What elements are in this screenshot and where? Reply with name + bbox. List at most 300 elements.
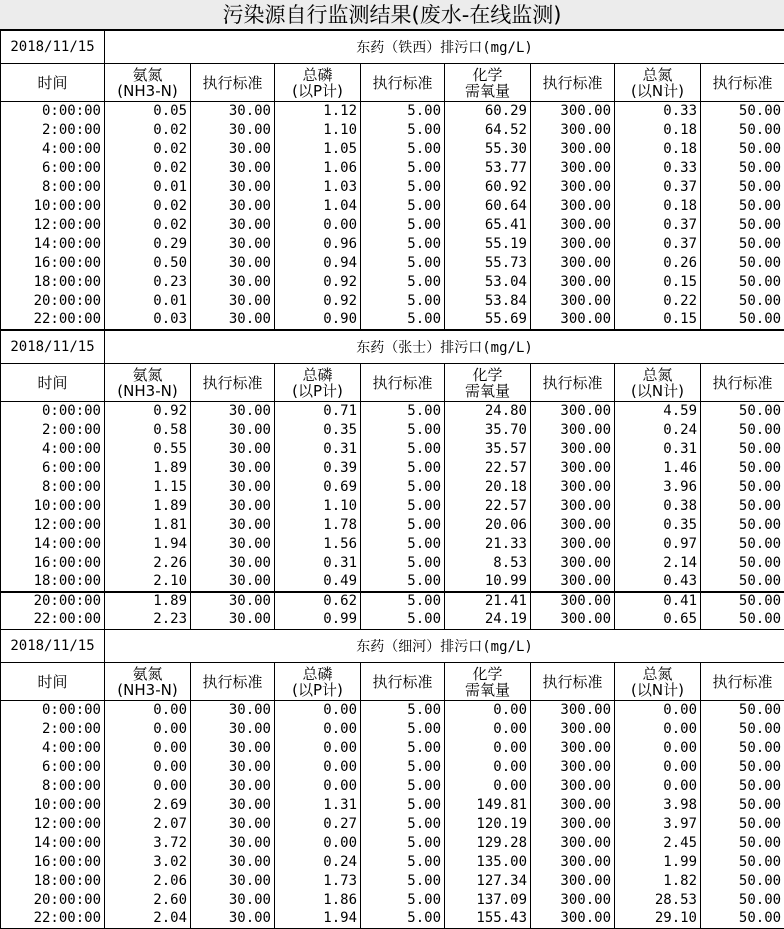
cell-tn: 0.18: [615, 197, 701, 216]
header-time: [1, 663, 105, 701]
cell-nh3: 2.10: [105, 573, 191, 592]
header-tn: [615, 64, 701, 102]
outlet-table-xihe: [0, 629, 784, 929]
table-row: [1, 758, 784, 777]
cell-time: 2:00:00: [1, 121, 105, 140]
cell-tp: 0.00: [275, 834, 361, 853]
header-tp: [275, 64, 361, 102]
cell-nh3-standard: 30.00: [191, 292, 275, 311]
header-standard: [361, 64, 445, 102]
cell-nh3: 0.92: [105, 402, 191, 421]
header-time-line1: 时间: [4, 674, 101, 690]
cell-cod: 65.41: [445, 216, 531, 235]
cell-nh3: 0.02: [105, 159, 191, 178]
cell-tn-standard: 50.00: [701, 535, 784, 554]
cell-cod-standard: 300.00: [531, 121, 615, 140]
cell-nh3-standard: 30.00: [191, 216, 275, 235]
column-header-row: [1, 64, 784, 102]
cell-time: 0:00:00: [1, 402, 105, 421]
cell-tn-standard: 50.00: [701, 834, 784, 853]
cell-tn: 0.37: [615, 216, 701, 235]
cell-tp: 1.12: [275, 102, 361, 121]
cell-tn: 0.33: [615, 102, 701, 121]
cell-cod: 22.57: [445, 497, 531, 516]
cell-cod: 0.00: [445, 777, 531, 796]
cell-tn: 29.10: [615, 910, 701, 929]
header-standard: [191, 64, 275, 102]
cell-tp-standard: 5.00: [361, 197, 445, 216]
cell-nh3: 0.00: [105, 701, 191, 720]
cell-time: 18:00:00: [1, 273, 105, 292]
cell-cod: 60.92: [445, 178, 531, 197]
cell-tn-standard: 50.00: [701, 102, 784, 121]
cell-nh3: 2.26: [105, 554, 191, 573]
header-standard: [701, 364, 784, 402]
cell-tn-standard: 50.00: [701, 254, 784, 273]
cell-tn-standard: 50.00: [701, 815, 784, 834]
cell-cod-standard: 300.00: [531, 440, 615, 459]
cell-tn-standard: 50.00: [701, 197, 784, 216]
header-cod: [445, 663, 531, 701]
cell-time: 4:00:00: [1, 739, 105, 758]
header-time-line1: 时间: [4, 75, 101, 91]
cell-nh3: 0.01: [105, 292, 191, 311]
header-standard-line1: 执行标准: [364, 375, 441, 391]
cell-cod-standard: 300.00: [531, 554, 615, 573]
cell-cod-standard: 300.00: [531, 758, 615, 777]
cell-tn: 0.24: [615, 421, 701, 440]
cell-nh3: 3.72: [105, 834, 191, 853]
table-row: [1, 592, 784, 611]
cell-cod-standard: 300.00: [531, 311, 615, 330]
cell-time: 16:00:00: [1, 254, 105, 273]
cell-tn-standard: 50.00: [701, 872, 784, 891]
cell-tn: 0.43: [615, 573, 701, 592]
cell-nh3-standard: 30.00: [191, 235, 275, 254]
cell-cod: 0.00: [445, 758, 531, 777]
cell-nh3-standard: 30.00: [191, 701, 275, 720]
header-nh3-line2: (NH3-N): [108, 383, 187, 399]
cell-tn: 3.97: [615, 815, 701, 834]
cell-tn: 0.33: [615, 159, 701, 178]
outlet-table-tiexi: [0, 30, 784, 330]
cell-cod-standard: 300.00: [531, 254, 615, 273]
cell-cod-standard: 300.00: [531, 102, 615, 121]
cell-cod-standard: 300.00: [531, 478, 615, 497]
header-standard: [191, 663, 275, 701]
cell-tn-standard: 50.00: [701, 273, 784, 292]
cell-nh3: 2.04: [105, 910, 191, 929]
header-cod: [445, 364, 531, 402]
cell-tp: 1.78: [275, 516, 361, 535]
cell-nh3-standard: 30.00: [191, 720, 275, 739]
cell-nh3-standard: 30.00: [191, 159, 275, 178]
cell-tp: 0.39: [275, 459, 361, 478]
cell-nh3-standard: 30.00: [191, 777, 275, 796]
table-row: [1, 254, 784, 273]
header-standard-line1: 执行标准: [534, 674, 611, 690]
cell-tp-standard: 5.00: [361, 891, 445, 910]
cell-tp: 0.00: [275, 701, 361, 720]
cell-cod-standard: 300.00: [531, 701, 615, 720]
cell-cod: 20.06: [445, 516, 531, 535]
cell-cod: 60.64: [445, 197, 531, 216]
header-tp-line1: 总磷: [278, 67, 357, 83]
cell-cod-standard: 300.00: [531, 216, 615, 235]
cell-nh3: 0.00: [105, 720, 191, 739]
cell-tn: 2.14: [615, 554, 701, 573]
header-cod-line1: 化学: [448, 367, 527, 383]
cell-tp-standard: 5.00: [361, 611, 445, 630]
cell-nh3-standard: 30.00: [191, 796, 275, 815]
header-tn-line2: (以N计): [618, 383, 697, 399]
cell-time: 20:00:00: [1, 891, 105, 910]
cell-nh3: 3.02: [105, 853, 191, 872]
cell-cod-standard: 300.00: [531, 535, 615, 554]
cell-nh3-standard: 30.00: [191, 102, 275, 121]
cell-tn-standard: 50.00: [701, 140, 784, 159]
cell-tn: 1.99: [615, 853, 701, 872]
cell-tn: 0.00: [615, 739, 701, 758]
cell-tn-standard: 50.00: [701, 216, 784, 235]
cell-nh3: 0.55: [105, 440, 191, 459]
cell-nh3-standard: 30.00: [191, 739, 275, 758]
cell-tp: 1.31: [275, 796, 361, 815]
header-standard-line1: 执行标准: [534, 75, 611, 91]
cell-cod-standard: 300.00: [531, 796, 615, 815]
cell-tp-standard: 5.00: [361, 758, 445, 777]
cell-tp: 0.90: [275, 311, 361, 330]
cell-tp-standard: 5.00: [361, 872, 445, 891]
cell-nh3: 1.89: [105, 459, 191, 478]
cell-tp-standard: 5.00: [361, 402, 445, 421]
table-row: [1, 121, 784, 140]
cell-tp-standard: 5.00: [361, 739, 445, 758]
cell-nh3-standard: 30.00: [191, 421, 275, 440]
cell-tn-standard: 50.00: [701, 573, 784, 592]
header-standard: [531, 64, 615, 102]
cell-tn-standard: 50.00: [701, 796, 784, 815]
cell-cod-standard: 300.00: [531, 853, 615, 872]
cell-cod: 24.80: [445, 402, 531, 421]
cell-cod-standard: 300.00: [531, 834, 615, 853]
cell-time: 8:00:00: [1, 478, 105, 497]
section-title-row: [1, 331, 784, 364]
page-title: 污染源自行监测结果(废水-在线监测): [0, 0, 784, 30]
table-row: [1, 497, 784, 516]
cell-tp: 0.62: [275, 592, 361, 611]
cell-nh3: 1.89: [105, 592, 191, 611]
cell-tp-standard: 5.00: [361, 834, 445, 853]
header-tn-line2: (以N计): [618, 682, 697, 698]
cell-tp: 1.86: [275, 891, 361, 910]
cell-cod: 10.99: [445, 573, 531, 592]
header-standard: [531, 663, 615, 701]
cell-tn: 0.65: [615, 611, 701, 630]
cell-tn: 0.00: [615, 701, 701, 720]
cell-time: 0:00:00: [1, 102, 105, 121]
cell-tp-standard: 5.00: [361, 102, 445, 121]
cell-tp-standard: 5.00: [361, 497, 445, 516]
cell-tp-standard: 5.00: [361, 292, 445, 311]
cell-time: 10:00:00: [1, 497, 105, 516]
cell-time: 18:00:00: [1, 573, 105, 592]
cell-time: 22:00:00: [1, 910, 105, 929]
section-date: 2018/11/15: [1, 31, 105, 64]
cell-nh3: 2.60: [105, 891, 191, 910]
cell-cod: 55.19: [445, 235, 531, 254]
cell-time: 6:00:00: [1, 159, 105, 178]
cell-cod: 22.57: [445, 459, 531, 478]
column-header-row: [1, 663, 784, 701]
cell-time: 8:00:00: [1, 777, 105, 796]
cell-tn-standard: 50.00: [701, 516, 784, 535]
cell-tn: 0.41: [615, 592, 701, 611]
cell-nh3: 0.05: [105, 102, 191, 121]
cell-cod-standard: 300.00: [531, 891, 615, 910]
cell-cod-standard: 300.00: [531, 178, 615, 197]
cell-tp-standard: 5.00: [361, 853, 445, 872]
cell-nh3: 0.02: [105, 121, 191, 140]
cell-time: 10:00:00: [1, 197, 105, 216]
cell-cod: 24.19: [445, 611, 531, 630]
cell-nh3-standard: 30.00: [191, 273, 275, 292]
table-row: [1, 554, 784, 573]
cell-tp: 1.06: [275, 159, 361, 178]
header-tn: [615, 364, 701, 402]
cell-time: 14:00:00: [1, 235, 105, 254]
cell-tp-standard: 5.00: [361, 796, 445, 815]
cell-tp-standard: 5.00: [361, 777, 445, 796]
cell-tp: 1.03: [275, 178, 361, 197]
cell-tn: 0.97: [615, 535, 701, 554]
cell-tn: 0.31: [615, 440, 701, 459]
cell-cod: 55.69: [445, 311, 531, 330]
cell-nh3: 2.69: [105, 796, 191, 815]
cell-tn-standard: 50.00: [701, 311, 784, 330]
header-nh3: [105, 663, 191, 701]
cell-nh3-standard: 30.00: [191, 758, 275, 777]
cell-tp: 0.00: [275, 216, 361, 235]
header-nh3-line2: (NH3-N): [108, 682, 187, 698]
cell-tn-standard: 50.00: [701, 777, 784, 796]
header-standard: [531, 364, 615, 402]
table-row: [1, 611, 784, 630]
section-title-row: [1, 630, 784, 663]
cell-time: 6:00:00: [1, 459, 105, 478]
header-tp-line2: (以P计): [278, 682, 357, 698]
cell-tn: 0.00: [615, 720, 701, 739]
cell-cod: 35.57: [445, 440, 531, 459]
cell-tp: 1.73: [275, 872, 361, 891]
table-row: [1, 872, 784, 891]
cell-time: 14:00:00: [1, 834, 105, 853]
cell-tp-standard: 5.00: [361, 235, 445, 254]
table-row: [1, 440, 784, 459]
cell-tn: 1.46: [615, 459, 701, 478]
cell-tp-standard: 5.00: [361, 720, 445, 739]
outlet-name: 东药（铁西）排污口(mg/L): [105, 31, 784, 64]
cell-time: 12:00:00: [1, 815, 105, 834]
table-row: [1, 796, 784, 815]
cell-tp-standard: 5.00: [361, 421, 445, 440]
cell-cod-standard: 300.00: [531, 402, 615, 421]
cell-tp: 0.92: [275, 292, 361, 311]
table-row: [1, 140, 784, 159]
cell-tn: 0.15: [615, 311, 701, 330]
cell-tn-standard: 50.00: [701, 758, 784, 777]
cell-tn-standard: 50.00: [701, 159, 784, 178]
table-row: [1, 197, 784, 216]
header-time: [1, 64, 105, 102]
cell-tp: 0.00: [275, 777, 361, 796]
outlet-name: 东药（张士）排污口(mg/L): [105, 331, 784, 364]
cell-time: 20:00:00: [1, 292, 105, 311]
cell-cod-standard: 300.00: [531, 421, 615, 440]
cell-nh3-standard: 30.00: [191, 872, 275, 891]
cell-tn-standard: 50.00: [701, 178, 784, 197]
header-standard: [191, 364, 275, 402]
cell-cod-standard: 300.00: [531, 573, 615, 592]
header-standard: [701, 663, 784, 701]
table-row: [1, 720, 784, 739]
cell-tp: 0.31: [275, 554, 361, 573]
cell-cod-standard: 300.00: [531, 459, 615, 478]
outlet-table-zhangshi: [0, 330, 784, 630]
cell-cod: 127.34: [445, 872, 531, 891]
cell-cod: 8.53: [445, 554, 531, 573]
cell-cod: 21.33: [445, 535, 531, 554]
cell-time: 22:00:00: [1, 311, 105, 330]
cell-nh3-standard: 30.00: [191, 535, 275, 554]
cell-tp-standard: 5.00: [361, 910, 445, 929]
cell-time: 14:00:00: [1, 535, 105, 554]
header-nh3-line1: 氨氮: [108, 367, 187, 383]
cell-cod-standard: 300.00: [531, 292, 615, 311]
cell-tn-standard: 50.00: [701, 592, 784, 611]
cell-nh3-standard: 30.00: [191, 592, 275, 611]
table-row: [1, 311, 784, 330]
cell-tn: 0.22: [615, 292, 701, 311]
cell-tp: 0.96: [275, 235, 361, 254]
cell-tp-standard: 5.00: [361, 459, 445, 478]
cell-cod-standard: 300.00: [531, 516, 615, 535]
cell-tp-standard: 5.00: [361, 121, 445, 140]
cell-nh3: 0.02: [105, 140, 191, 159]
header-tn: [615, 663, 701, 701]
header-standard-line1: 执行标准: [534, 375, 611, 391]
cell-cod-standard: 300.00: [531, 497, 615, 516]
header-standard-line1: 执行标准: [364, 75, 441, 91]
cell-nh3-standard: 30.00: [191, 121, 275, 140]
cell-tp: 0.27: [275, 815, 361, 834]
cell-cod-standard: 300.00: [531, 739, 615, 758]
cell-tn: 0.26: [615, 254, 701, 273]
cell-tn: 0.15: [615, 273, 701, 292]
cell-tn: 3.96: [615, 478, 701, 497]
cell-nh3-standard: 30.00: [191, 178, 275, 197]
cell-tp-standard: 5.00: [361, 311, 445, 330]
cell-tn: 0.35: [615, 516, 701, 535]
cell-cod-standard: 300.00: [531, 777, 615, 796]
cell-cod: 20.18: [445, 478, 531, 497]
table-row: [1, 739, 784, 758]
header-time-line1: 时间: [4, 375, 101, 391]
header-tn-line1: 总氮: [618, 666, 697, 682]
cell-cod-standard: 300.00: [531, 140, 615, 159]
table-row: [1, 891, 784, 910]
header-standard: [361, 364, 445, 402]
cell-tp: 0.92: [275, 273, 361, 292]
cell-nh3: 2.23: [105, 611, 191, 630]
cell-cod: 53.77: [445, 159, 531, 178]
cell-cod-standard: 300.00: [531, 592, 615, 611]
cell-time: 0:00:00: [1, 701, 105, 720]
cell-nh3-standard: 30.00: [191, 834, 275, 853]
cell-time: 2:00:00: [1, 421, 105, 440]
cell-tn: 3.98: [615, 796, 701, 815]
cell-tn: 0.18: [615, 121, 701, 140]
cell-nh3-standard: 30.00: [191, 853, 275, 872]
cell-tp: 1.04: [275, 197, 361, 216]
cell-nh3-standard: 30.00: [191, 516, 275, 535]
cell-nh3-standard: 30.00: [191, 573, 275, 592]
header-tp: [275, 663, 361, 701]
table-row: [1, 102, 784, 121]
cell-tn-standard: 50.00: [701, 739, 784, 758]
header-tn-line2: (以N计): [618, 83, 697, 99]
cell-tp-standard: 5.00: [361, 440, 445, 459]
cell-tp: 1.10: [275, 497, 361, 516]
cell-tn: 0.37: [615, 235, 701, 254]
cell-nh3-standard: 30.00: [191, 440, 275, 459]
cell-time: 4:00:00: [1, 140, 105, 159]
cell-cod: 0.00: [445, 739, 531, 758]
cell-nh3-standard: 30.00: [191, 910, 275, 929]
cell-time: 12:00:00: [1, 516, 105, 535]
cell-cod: 129.28: [445, 834, 531, 853]
header-cod-line1: 化学: [448, 67, 527, 83]
cell-nh3-standard: 30.00: [191, 311, 275, 330]
cell-cod: 0.00: [445, 701, 531, 720]
cell-cod-standard: 300.00: [531, 273, 615, 292]
cell-nh3: 0.23: [105, 273, 191, 292]
cell-time: 18:00:00: [1, 872, 105, 891]
cell-cod: 35.70: [445, 421, 531, 440]
cell-cod: 55.30: [445, 140, 531, 159]
cell-time: 12:00:00: [1, 216, 105, 235]
header-standard: [361, 663, 445, 701]
header-nh3: [105, 364, 191, 402]
cell-tp: 0.94: [275, 254, 361, 273]
cell-nh3: 0.01: [105, 178, 191, 197]
header-tp-line1: 总磷: [278, 367, 357, 383]
header-nh3-line1: 氨氮: [108, 666, 187, 682]
cell-tp-standard: 5.00: [361, 701, 445, 720]
table-row: [1, 159, 784, 178]
cell-tp: 0.99: [275, 611, 361, 630]
cell-tp: 0.24: [275, 853, 361, 872]
cell-cod-standard: 300.00: [531, 910, 615, 929]
table-row: [1, 573, 784, 592]
cell-tn: 2.45: [615, 834, 701, 853]
cell-nh3: 1.94: [105, 535, 191, 554]
cell-tn-standard: 50.00: [701, 121, 784, 140]
table-row: [1, 402, 784, 421]
cell-tn-standard: 50.00: [701, 440, 784, 459]
cell-cod-standard: 300.00: [531, 872, 615, 891]
section-date: 2018/11/15: [1, 331, 105, 364]
